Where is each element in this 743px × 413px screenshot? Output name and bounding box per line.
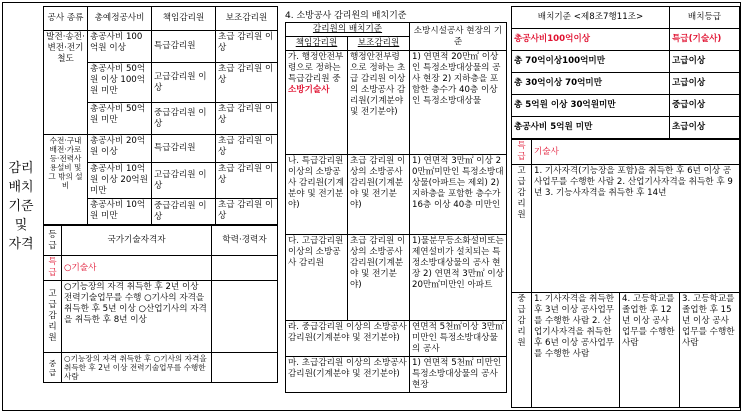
- assistant-cell: 초급 감리원 이상: [216, 163, 278, 199]
- side-title-line: 기준: [8, 199, 34, 214]
- assistant-criteria-cell: 초급 감리원 이상의 소방공사 감리원(기계분야 및 전기분야): [348, 235, 410, 321]
- chief-criteria-text: 가. 행정안전부령으로 정하는 특급감리원 중: [288, 52, 344, 84]
- assistant-cell: 초급 감리원 이상: [216, 135, 278, 163]
- cost-cell: 총공사비 10억원 미만: [88, 199, 152, 225]
- assistant-cell: 초급 감리원 이상: [216, 63, 278, 103]
- electric-staffing-table: [43, 6, 278, 225]
- cost-criteria-cell: 총 30억이상 70억미만: [512, 73, 670, 95]
- section-title: 4. 소방공사 감리원의 배치기준: [285, 11, 407, 21]
- grade-cell: 고급감리원: [44, 281, 62, 353]
- chief-criteria-cell: 다. 고급감리원 이상의 소방공사 감리원: [286, 235, 348, 321]
- chief-criteria-highlight: 소방기술사: [288, 85, 330, 95]
- chief-cell: 고급감리원 이상: [152, 163, 216, 199]
- side-title-line: 배치: [8, 180, 34, 195]
- assistant-cell: 초급 감리원 이상: [216, 31, 278, 63]
- staffing-grade-section: [511, 6, 739, 408]
- chief-cell: 중급감리원 이상: [152, 103, 216, 135]
- grade-cell: 특급: [512, 140, 532, 165]
- qualification-cell: 1. 기사자격을 취득한 후 3년 이상 공사업무를 수행한 사람 2. 산업기사자격을 취득한 후 6년 이상 공사업무를 수행한 사람: [532, 293, 620, 408]
- staffing-grade-table: [511, 6, 740, 139]
- qualification-cell: 기술사: [532, 140, 740, 165]
- grade-cell: 고급이상: [670, 51, 740, 73]
- header-cell: 등급: [44, 226, 62, 256]
- cost-cell: 총공사비 10억원 이상 20억원 미만: [88, 163, 152, 199]
- site-criteria-cell: 1) 연면적 20만㎡ 이상인 특정소방대상물의 공사 현장 2) 지하층을 포함한 층수가 40층 이상인 특정소방대상물: [410, 51, 507, 155]
- edu-qual-cell: [212, 256, 278, 281]
- edu-qual-cell: [212, 281, 278, 353]
- grade-cell: 초급이상: [670, 117, 740, 139]
- assistant-cell: 초급 감리원 이상: [216, 199, 278, 225]
- header-cell: 학력·경력자: [212, 226, 278, 256]
- grade-cell: 특급(기술사): [670, 29, 740, 51]
- grade-cell: 고급이상: [670, 73, 740, 95]
- side-title-line: 자격: [8, 237, 34, 252]
- header-cell: 감리원의 배치기준: [286, 23, 410, 37]
- cost-criteria-cell: 총공사비 5억원 미만: [512, 117, 670, 139]
- header-cell: 소방시설공사 현장의 기준: [410, 23, 507, 51]
- header-cell: 보조감리원: [216, 7, 278, 31]
- chief-cell: 특급감리원: [152, 31, 216, 63]
- national-qual-cell: ○기술사: [62, 256, 212, 281]
- header-cell: 배치등급: [670, 7, 740, 29]
- site-criteria-cell: 연면적 5천㎡이상 3만㎡미만인 특정소방대상물의 공사: [410, 321, 507, 357]
- header-cell: 공사 종류: [44, 7, 88, 31]
- header-cell: 책임감리원: [286, 37, 348, 51]
- work-type-cell: 발전·송전·변전·전기철도: [44, 31, 88, 135]
- fire-qualification-table: [511, 139, 740, 408]
- side-title: [2, 2, 40, 411]
- qualification-cell: 4. 고등학교를 졸업한 후 12년 이상 공사업무를 수행한 사람: [620, 293, 680, 408]
- grade-cell: 중급감리원: [512, 293, 532, 408]
- assistant-criteria-cell: 초급 감리원 이상의 소방공사 감리원(기계분야 및 전기분야): [348, 155, 410, 235]
- header-cell: 보조감리원: [348, 37, 410, 51]
- cost-cell: 총공사비 100억원 이상: [88, 31, 152, 63]
- header-cell: 총예정공사비: [88, 7, 152, 31]
- cost-cell: 총공사비 20억원 이상: [88, 135, 152, 163]
- fire-supervision-section: [285, 10, 506, 393]
- criteria-cell: 라. 중급감리원 이상의 소방공사 감리원(기계분야 및 전기분야): [286, 321, 410, 357]
- cost-cell: 총공사비 50억원 미만: [88, 103, 152, 135]
- assistant-cell: 초급 감리원 이상: [216, 103, 278, 135]
- work-type-cell: 수전·구내배전·가로등·전력사용설비 및 그 밖의 설비: [44, 135, 88, 225]
- chief-criteria-cell: 나. 특급감리원 이상의 소방공사 감리원(기계분야 및 전기분야): [286, 155, 348, 235]
- qualification-cell: 3. 고등학교를 졸업한 후 15년 이상 공사업무를 수행한 사람: [680, 293, 740, 408]
- site-criteria-cell: 1) 연면적 5천㎡ 미만인 특정소방대상물의 공사 현장: [410, 357, 507, 393]
- header-cell: 책임감리원: [152, 7, 216, 31]
- chief-cell: 고급감리원 이상: [152, 63, 216, 103]
- chief-cell: 특급감리원: [152, 135, 216, 163]
- side-title-line: 감리: [8, 161, 34, 176]
- cost-criteria-cell: 총 5억원 이상 30억원미만: [512, 95, 670, 117]
- electric-qualification-table: [43, 225, 278, 383]
- criteria-cell: 마. 초급감리원 이상의 소방공사 감리원(기계분야 및 전기분야): [286, 357, 410, 393]
- header-cell: 배치기준 <제8조7행11조>: [512, 7, 670, 29]
- site-criteria-cell: 1) 연면적 3만㎡ 이상 20만㎡미만인 특정소방대상물(아파트는 제외) 2) 지하층을 포함한 층수가 16층 이상 40층 미만인: [410, 155, 507, 235]
- cost-criteria-cell: 총 70억이상100억미만: [512, 51, 670, 73]
- chief-criteria-cell: [286, 51, 348, 155]
- national-qual-cell: ○기능장의 자격 취득한 후 2년 이상 전력기술업무를 수행 ○기사의 자격을 취득한 후 5년 이상 ○산업기사의 자격을 취득한 후 8년 이상: [62, 281, 212, 353]
- chief-cell: 중급감리원 이상: [152, 199, 216, 225]
- grade-cell: 중급: [44, 353, 62, 383]
- fire-staffing-table: [285, 22, 507, 393]
- national-qual-cell: ○기능장의 자격 취득한 후 ○기사의 자격을 취득한 후 2년 이상 전력기술업무를 수행한 사람: [62, 353, 212, 383]
- grade-cell: 중급이상: [670, 95, 740, 117]
- grade-cell: 특급: [44, 256, 62, 281]
- edu-qual-cell: [212, 353, 278, 383]
- site-criteria-cell: 1)물분무등소화설비또는 제연설비가 설치되는 특정소방대상물의 공사 현장 2) 연면적 3만㎡ 이상 20만㎡미만인 아파트: [410, 235, 507, 321]
- side-title-line: 및: [14, 218, 28, 233]
- header-cell: 국가기술자격자: [62, 226, 212, 256]
- assistant-criteria-cell: 행정안전부령으로 정하는 초급 감리원 이상의 소방공사 감리원(기계분야 및 전기분야): [348, 51, 410, 155]
- cost-cell: 총공사비 50억원 이상 100억원 미만: [88, 63, 152, 103]
- electric-supervision-section: [43, 6, 277, 383]
- grade-cell: 고급감리원: [512, 165, 532, 293]
- cost-criteria-cell: 총공사비100억이상: [512, 29, 670, 51]
- qualification-cell: 1. 기사자격(기능장을 포함)을 취득한 후 6년 이상 공사업무를 수행한 사람 2. 산업기사자격을 취득한 후 9년 3. 기능사자격을 취득한 후 14년: [532, 165, 740, 293]
